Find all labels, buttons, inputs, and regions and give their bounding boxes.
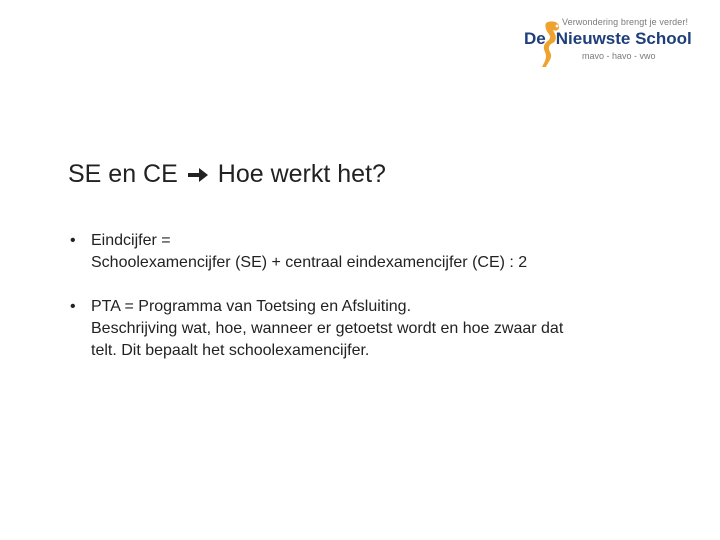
right-arrow-icon: [186, 165, 210, 185]
logo-brand-de: De: [524, 29, 546, 48]
bullet-line: Eindcijfer =: [91, 232, 171, 249]
slide-title: [68, 160, 386, 189]
bullet-line: Schoolexamencijfer (SE) + centraal eindexamencijfer (CE) : 2: [91, 254, 528, 271]
bullet-item: [70, 230, 670, 274]
logo-tagline: Verwondering brengt je verder!: [562, 17, 689, 27]
logo-levels: mavo - havo - vwo: [582, 51, 656, 61]
bullet-line: telt. Dit bepaalt het schoolexamencijfer.: [91, 342, 370, 359]
bullet-line: Beschrijving wat, hoe, wanneer er getoetst wordt en hoe zwaar dat: [91, 320, 564, 337]
bullet-symbol: •: [70, 298, 76, 315]
bullet-symbol: •: [70, 232, 76, 249]
bullet-line: PTA = Programma van Toetsing en Afsluiting.: [91, 298, 412, 315]
school-logo: [520, 14, 690, 70]
title-part1: SE en CE: [68, 160, 178, 188]
logo-brand-name: Nieuwste School: [555, 29, 692, 48]
title-part2: Hoe werkt het?: [217, 160, 386, 188]
bullet-item: [70, 296, 670, 362]
bullet-list: [70, 230, 670, 384]
logo-brand: [524, 29, 692, 49]
